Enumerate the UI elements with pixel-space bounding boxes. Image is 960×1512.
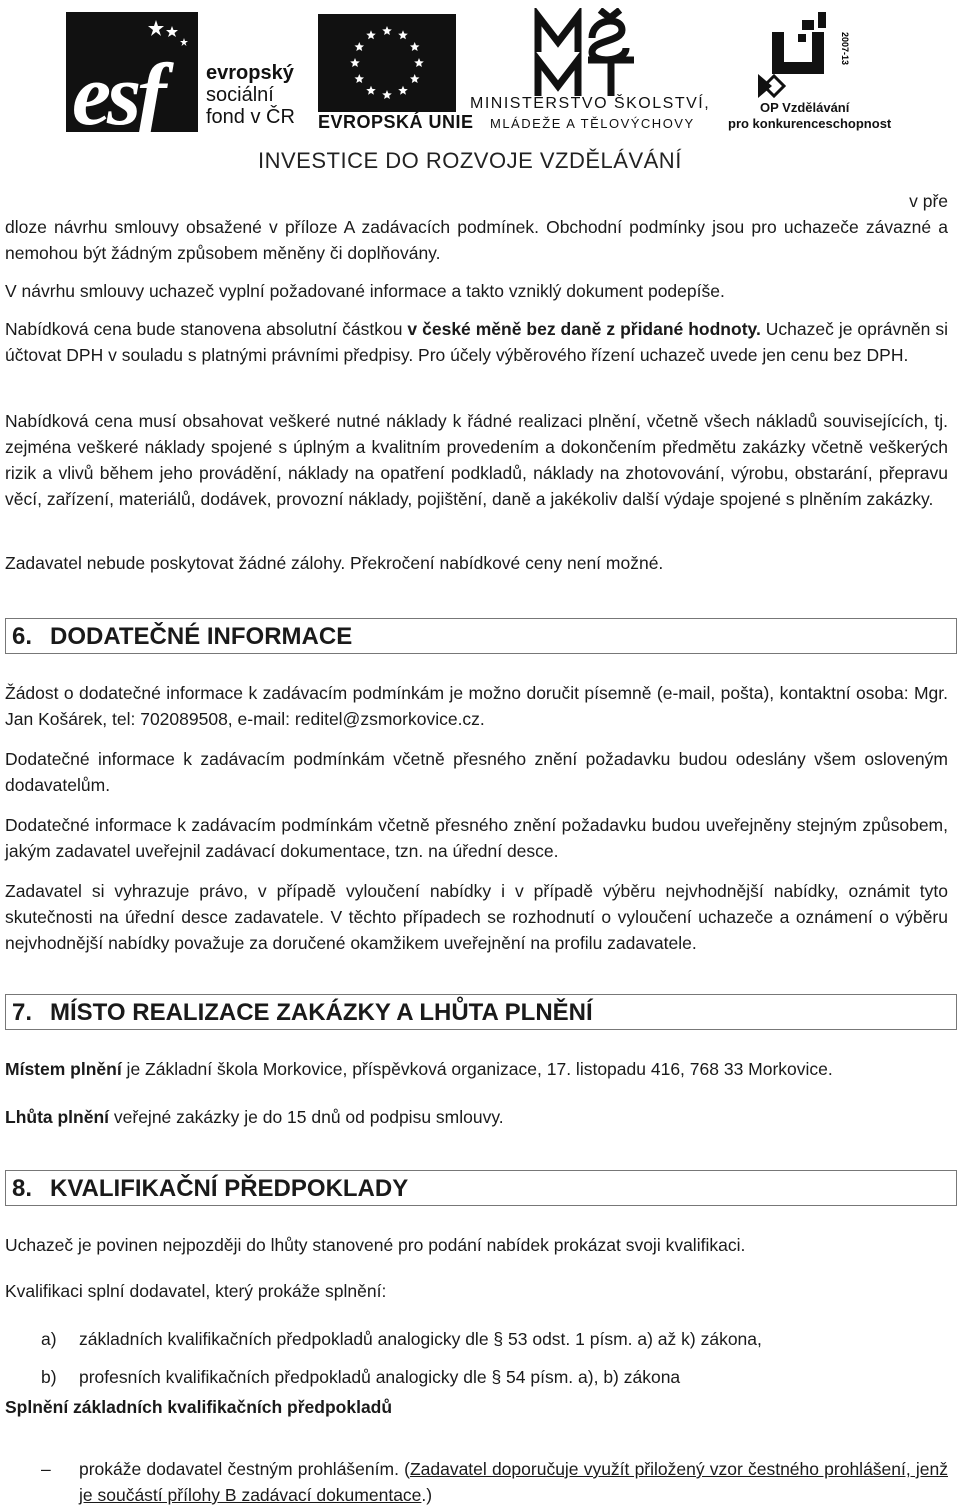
- eu-star-icon: [355, 74, 365, 83]
- paragraph-signature: V návrhu smlouvy uchazeč vyplní požadované informace a takto vzniklý dokument podepíše.: [5, 281, 725, 301]
- price-text: Nabídková cena bude stanovena absolutní částkou: [5, 319, 408, 339]
- paragraph-contract: dloze návrhu smlouvy obsažené v příloze A zadávacích podmínek. Obchodní podmínky jsou pro uchazeče závazné a nemohou být žádným způsobem měněny či doplňovány.: [5, 217, 948, 263]
- esf-letters: esf: [72, 47, 163, 144]
- paragraph-basic-heading: [5, 1394, 948, 1420]
- paragraph-qualification: Uchazeč je povinen nejpozději do lhůty stanovené pro podání nabídek prokázat svoji kvalifikaci.: [5, 1235, 746, 1255]
- eu-star-icon: [398, 86, 408, 95]
- declaration-link: Zadavatel doporučuje využít přiložený vzor čestného prohlášení, jenž je součástí přílohy B zadávací dokumentace: [79, 1459, 949, 1505]
- banner-title: INVESTICE DO ROZVOJE VZDĚLÁVÁNÍ: [258, 148, 682, 173]
- list-item: [41, 1326, 762, 1352]
- declaration-end: .): [421, 1485, 433, 1505]
- paragraph-reserve: Zadavatel si vyhrazuje právo, v případě vyloučení nabídky i v případě výběru nejvhodnější nabídky, oznámit tyto skutečnosti na úřední desce zadavatele. V těchto případech se rozhodnutí o vyloučení uchazeče a oznámení o výběru nejvhodnější nabídky považuje za doručené okamžikem uveřejnění na profilu zadavatele.: [5, 881, 948, 953]
- esf-logo: [66, 12, 198, 144]
- eu-star-icon: [398, 30, 408, 39]
- msmt-logo-icon: [530, 8, 650, 100]
- declaration-text: prokáže dodavatel čestným prohlášením. (: [79, 1459, 410, 1479]
- paragraph-request: Žádost o dodatečné informace k zadávacím podmínkám je možno doručit písemně (e-mail, pošta), kontaktní osoba: Mgr. Jan Košárek, tel: 702089508, e-mail: reditel@zsmorkovice.cz.: [5, 683, 948, 729]
- eu-star-icon: [410, 74, 420, 83]
- eu-star-icon: [382, 90, 392, 99]
- list-text: profesních kvalifikačních předpokladů analogicky dle § 54 písm. a), b) zákona: [79, 1367, 681, 1387]
- paragraph-place: [5, 1056, 948, 1082]
- section-heading-6: [5, 618, 957, 654]
- place-label: Místem plnění: [5, 1059, 122, 1079]
- deadline-label: Lhůta plnění: [5, 1107, 110, 1127]
- price-text-rest: Uchazeč je oprávněn si účtovat DPH v souladu s platnými právními předpisy. Pro účely výběrového řízení uchazeč uvede jen cenu bez DPH.: [5, 319, 948, 365]
- deadline-text: veřejné zakázky je do 15 dnů od podpisu smlouvy.: [109, 1107, 504, 1127]
- esf-line: sociální: [206, 84, 274, 106]
- paragraph-published: Dodatečné informace k zadávacím podmínkám včetně přesného znění požadavku budou uveřejněny stejným způsobem, jakým zadavatel uveřejnil zadávací dokumentace, tzn. na úřední desce.: [5, 815, 948, 861]
- paragraph-costs: Nabídková cena musí obsahovat veškeré nutné náklady k řádné realizaci plnění, včetně všech nákladů souvisejících, tj. zejména veškeré náklady spojené s úplným a kvalitním provedením a dokončením předmětu zakázky včetně veškerých rizik a vlivů během jeho provádění, náklady na opatření podkladů, náklady na zhotovování, výrobu, obstarání, přepravu věcí, zařízení, materiálů, dodávek, provozní náklady, pojištění, daně a jakékoliv další výdaje spojené s plněním zakázky.: [5, 411, 948, 509]
- eu-star-icon: [414, 58, 424, 67]
- eu-caption: EVROPSKÁ UNIE: [318, 112, 474, 132]
- paragraph-sent: Dodatečné informace k zadávacím podmínkám včetně přesného znění požadavku budou odeslány všem osloveným dodavatelům.: [5, 749, 948, 795]
- list-item: [41, 1364, 680, 1390]
- section-title: MÍSTO REALIZACE ZAKÁZKY A LHŮTA PLNĚNÍ: [50, 999, 593, 1026]
- basic-heading: Splnění základních kvalifikačních předpokladů: [5, 1397, 393, 1417]
- op-subcaption: pro konkurenceschopnost: [728, 116, 892, 131]
- op-caption: OP Vzdělávání: [760, 100, 850, 115]
- page-fragment: v pře: [909, 191, 948, 211]
- section-heading-8: [5, 1170, 957, 1206]
- eu-star-icon: [410, 42, 420, 51]
- eu-flag-logo: [318, 14, 456, 112]
- esf-line: evropský: [206, 62, 294, 84]
- eu-star-icon: [366, 30, 376, 39]
- esf-line: fond v ČR: [206, 106, 295, 128]
- section-title: DODATEČNÉ INFORMACE: [50, 623, 353, 650]
- eu-star-icon: [366, 86, 376, 95]
- section-number: 8.: [12, 1175, 33, 1202]
- paragraph-declaration: [79, 1456, 948, 1508]
- eu-star-icon: [355, 42, 365, 51]
- msmt-subcaption: MLÁDEŽE A TĚLOVÝCHOVY: [490, 116, 695, 131]
- eu-stars-icon: [318, 14, 456, 112]
- list-label: b): [41, 1367, 57, 1387]
- section-title: KVALIFIKAČNÍ PŘEDPOKLADY: [50, 1175, 409, 1202]
- paragraph-requirements: Kvalifikaci splní dodavatel, který prokáže splnění:: [5, 1281, 387, 1301]
- paragraph-advances: Zadavatel nebude poskytovat žádné zálohy. Překročení nabídkové ceny není možné.: [5, 553, 664, 573]
- logo-header: [0, 0, 960, 185]
- list-label: a): [41, 1329, 57, 1349]
- price-bold: v české měně bez daně z přidané hodnoty.: [407, 319, 761, 339]
- section-number: 7.: [12, 999, 33, 1026]
- op-logo-icon: [758, 12, 862, 100]
- place-text: je Základní škola Morkovice, příspěvková organizace, 17. listopadu 416, 768 33 Morkovice.: [121, 1059, 833, 1079]
- eu-star-icon: [350, 58, 360, 67]
- op-years: 2007-13: [840, 32, 850, 66]
- paragraph-price: [5, 316, 948, 368]
- list-text: základních kvalifikačních předpokladů analogicky dle § 53 odst. 1 písm. a) až k) zákona,: [79, 1329, 762, 1349]
- esf-caption: [206, 62, 295, 128]
- paragraph-deadline: [5, 1104, 948, 1130]
- section-number: 6.: [12, 623, 33, 650]
- section-heading-7: [5, 994, 957, 1030]
- msmt-caption: MINISTERSTVO ŠKOLSTVÍ,: [470, 95, 711, 112]
- eu-star-icon: [382, 26, 392, 35]
